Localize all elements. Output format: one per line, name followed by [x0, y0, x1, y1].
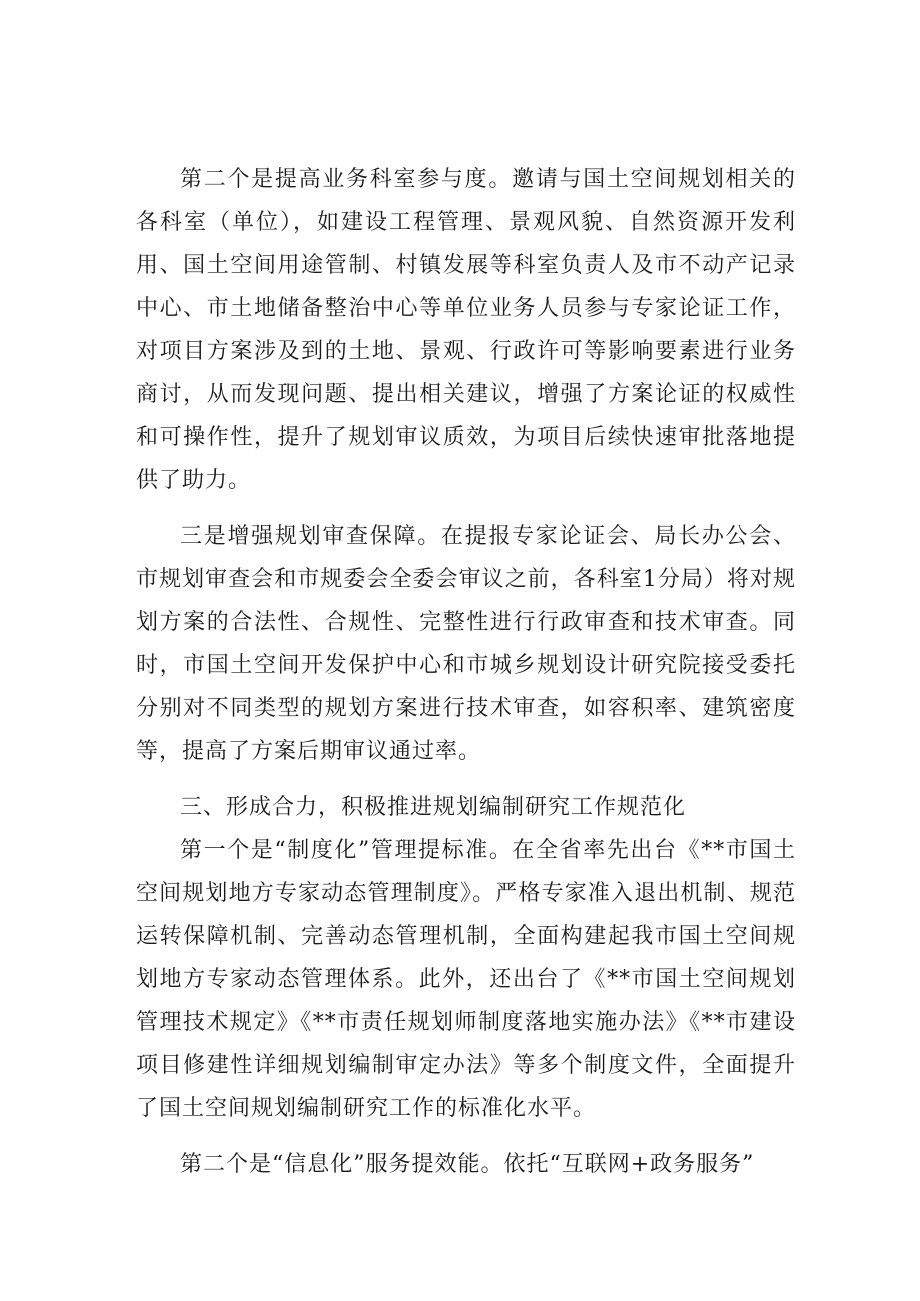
paragraph-institutionalized-management: 第一个是“制度化”管理提标准。在全省率先出台《**市国土空间规划地方专家动态管理制度》。严格专家准入退出机制、规范运转保障机制、完善动态管理机制，全面构建起我市国土空间规划地方专家动态管理体系。此外，还出台了《**市国土空间规划管理技术规定》《**市责任规划师制度落地实施办法》《**市建设项目修建性详细规划编制审定办法》等多个制度文件，全面提升了国土空间规划编制研究工作的标准化水平。 — [136, 838, 796, 1121]
section-heading: 三、形成合力，积极推进规划编制研究工作规范化 — [180, 795, 687, 820]
paragraph-review-guarantee: 三是增强规划审查保障。在提报专家论证会、局长办公会、市规划审查会和市规委会全委会审议之前，各科室1分局）将对规划方案的合法性、合规性、完整性进行行政审查和技术审查。同时，市国土空间开发保护中心和市城乡规划设计研究院接受委托分别对不同类型的规划方案进行技术审查，如容积率、建筑密度等，提高了方案后期审议通过率。 — [136, 524, 796, 764]
paragraph-business-participation: 第二个是提高业务科室参与度。邀请与国土空间规划相关的各科室（单位），如建设工程管理、景观风貌、自然资源开发利用、国土空间用途管制、村镇发展等科室负责人及市不动产记录中心、市土地储备整治中心等单位业务人员参与专家论证工作，对项目方案涉及到的土地、景观、行政许可等影响要素进行业务商讨，从而发现问题、提出相关建议，增强了方案论证的权威性和可操作性，提升了规划审议质效，为项目后续快速审批落地提供了助力。 — [136, 167, 796, 493]
paragraph-informatized-service: 第二个是“信息化”服务提效能。依托“互联网+政务服务” — [180, 1152, 755, 1177]
document-body — [136, 158, 796, 1186]
